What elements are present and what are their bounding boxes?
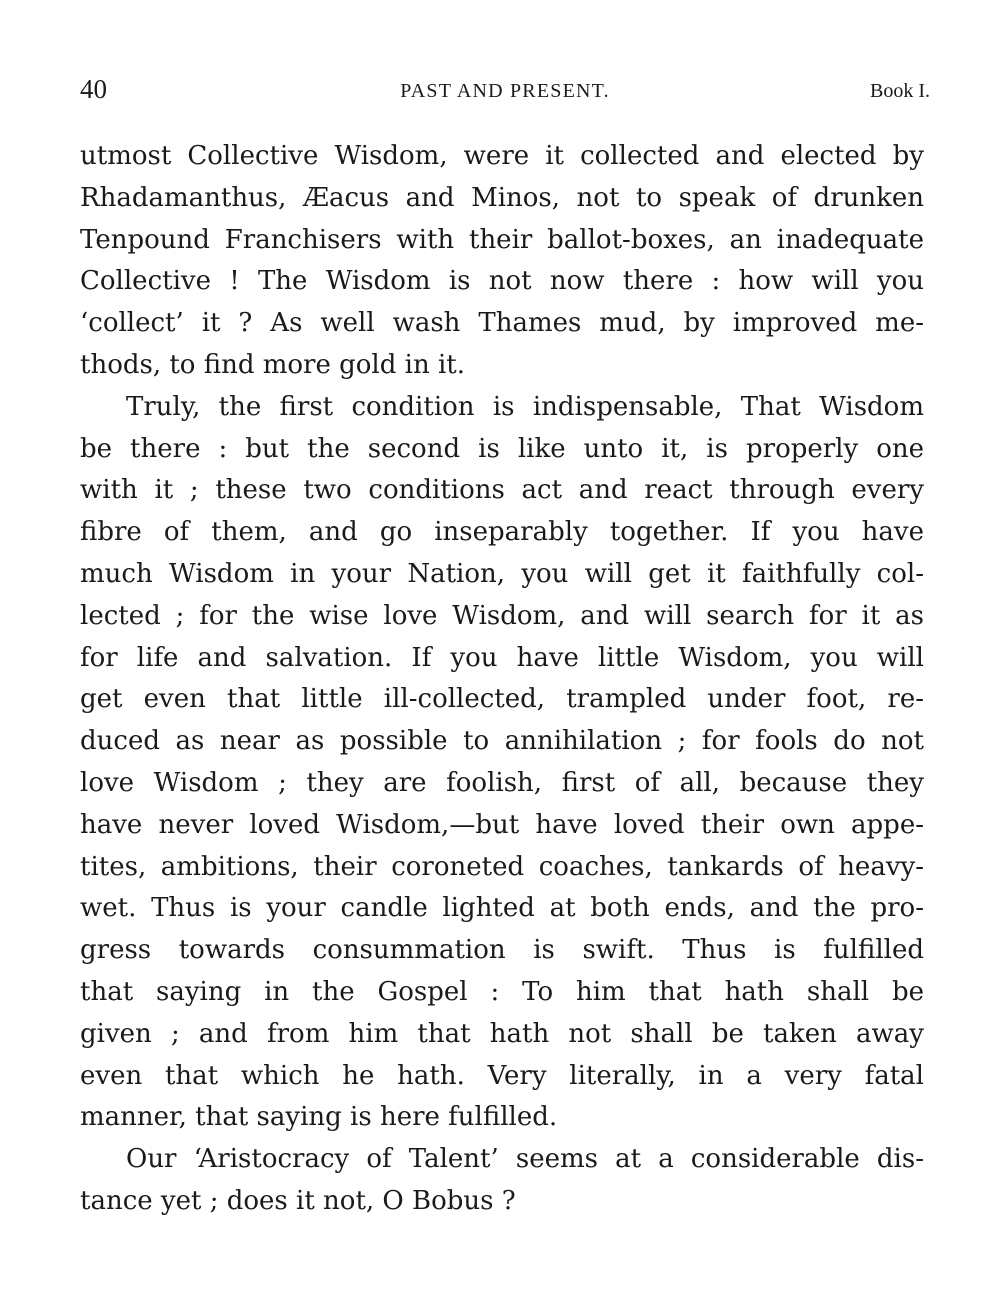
text-line: even that which he hath. Very literally, in a very fatal	[80, 1060, 924, 1091]
text-line: wet. Thus is your candle lighted at both ends, and the pro-	[80, 893, 924, 924]
paragraph-2	[80, 387, 924, 1139]
page-number: 40	[80, 74, 107, 104]
text-line: Collective ! The Wisdom is not now there : how will you	[80, 266, 924, 297]
running-title: PAST AND PRESENT.	[400, 80, 610, 102]
body-text	[80, 136, 924, 1223]
text-line: that saying in the Gospel : To him that hath shall be	[80, 976, 924, 1007]
text-line: much Wisdom in your Nation, you will get it faithfully col-	[80, 558, 924, 589]
text-line: love Wisdom ; they are foolish, first of all, because they	[80, 767, 924, 798]
book-label: Book I.	[870, 80, 930, 102]
text-line: duced as near as possible to annihilation ; for fools do not	[80, 726, 924, 757]
running-head	[80, 72, 930, 106]
text-line: tites, ambitions, their coroneted coaches, tankards of heavy-	[80, 851, 924, 882]
text-line: for life and salvation. If you have little Wisdom, you will	[80, 642, 924, 673]
text-line: be there : but the second is like unto it, is properly one	[80, 433, 924, 464]
text-line: get even that little ill-collected, trampled under foot, re-	[80, 684, 924, 715]
text-line: Tenpound Franchisers with their ballot-boxes, an inadequate	[80, 224, 924, 255]
text-line: Rhadamanthus, Æacus and Minos, not to speak of drunken	[80, 182, 924, 213]
text-line: ‘collect’ it ? As well wash Thames mud, by improved me-	[80, 308, 924, 339]
text-line: Truly, the first condition is indispensable, That Wisdom	[126, 391, 924, 422]
text-line: utmost Collective Wisdom, were it collected and elected by	[80, 141, 924, 171]
paragraph-1	[80, 136, 924, 387]
text-line: fibre of them, and go inseparably together. If you have	[80, 517, 924, 548]
text-line: lected ; for the wise love Wisdom, and will search for it as	[80, 600, 924, 631]
text-line: given ; and from him that hath not shall be taken away	[80, 1018, 924, 1049]
paragraph-3	[80, 1139, 924, 1223]
text-line: gress towards consummation is swift. Thus is fulfilled	[80, 935, 924, 966]
text-line: with it ; these two conditions act and react through every	[80, 475, 924, 506]
text-line: have never loved Wisdom,—but have loved their own appe-	[80, 809, 924, 840]
text-line: thods, to find more gold in it.	[80, 349, 465, 380]
text-line: tance yet ; does it not, O Bobus ?	[80, 1185, 516, 1216]
text-line: manner, that saying is here fulfilled.	[80, 1102, 558, 1133]
text-line: Our ‘Aristocracy of Talent’ seems at a considerable dis-	[126, 1144, 924, 1175]
